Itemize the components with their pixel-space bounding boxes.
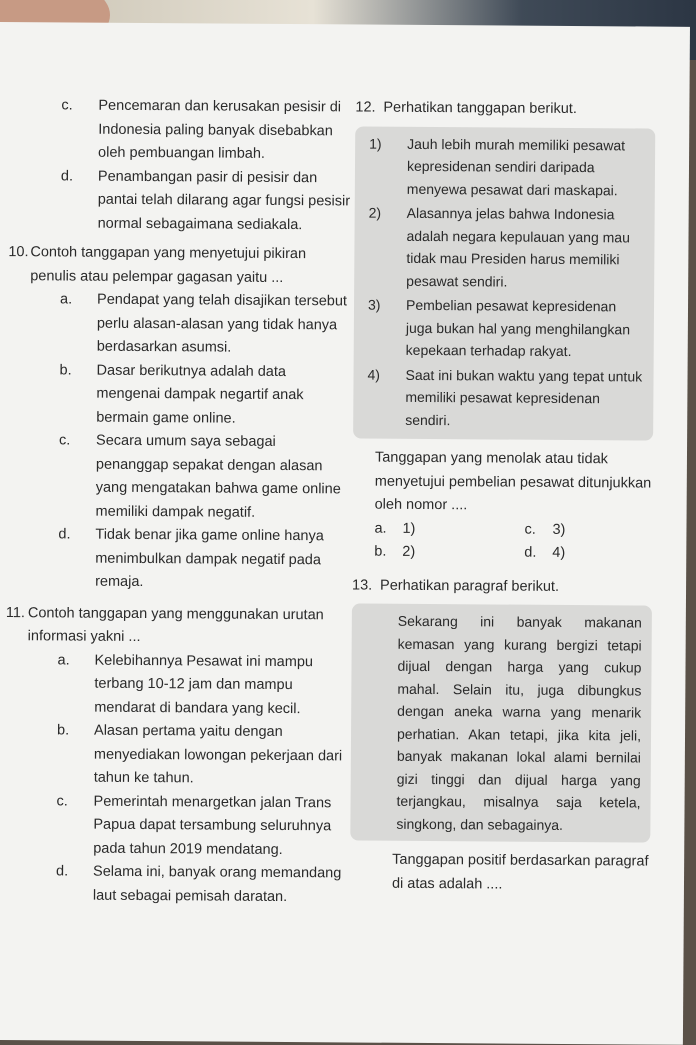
- q12-choice-d: d. 4): [524, 544, 566, 561]
- right-column: [350, 96, 656, 897]
- q11-option-a: a. Kelebihannya Pesawat ini mampu terbang 10-12 jam dan mampu mendarat di bandara yang kecil.: [57, 651, 314, 717]
- q12-statement-1: 1) Jauh lebih murah memiliki pesawat kepresidenan sendiri daripada menyewa pesawat dari maskapai.: [369, 135, 626, 198]
- question-10: 10. Contoh tanggapan yang menyetujui pikiran penulis atau pelempar gagasan yaitu ...: [8, 244, 307, 286]
- q12-choice-a: a. 1): [374, 520, 416, 537]
- q11-option-c: c. Pemerintah menargetkan jalan Trans Papua dapat tersambung seluruhnya pada tahun 2019 mendatang.: [56, 792, 332, 858]
- q12-statement-2: 2) Alasannya jelas bahwa Indonesia adalah negara kepulauan yang mau tidak mau Presiden harus memiliki pesawat sendiri.: [368, 204, 630, 290]
- q12-statement-4: 4) Saat ini bukan waktu yang tepat untuk memiliki pesawat kepresidenan sendiri.: [367, 366, 643, 428]
- left-column: [5, 94, 352, 909]
- q10-option-d: d. Tidak benar jika game online hanya menimbulkan dampak negatif pada remaja.: [58, 526, 324, 591]
- q12-choice-b: b. 2): [374, 543, 416, 560]
- q13-paragraph-box: Sekarang ini banyak makanan kemasan yang kurang bergizi tetapi dijual dengan harga yang cukup mahal. Selain itu, juga dibungkus dengan aneka warna yang menarik perhatian. Akan tetapi, jika kita jeli, banyak makanan lokal alami bernilai gizi tinggi dan dijual harga yang terjangkau, misalnya saja ketela, singkong, dan sebagainya.: [350, 603, 652, 842]
- q10-option-c: c. Secara umum saya sebagai penanggap sepakat dengan alasan yang mengatakan bahwa game online memiliki dampak negatif.: [59, 432, 341, 521]
- q12-statement-3: 3) Pembelian pesawat kepresidenan juga bukan hal yang menghilangkan kepekaan terhadap rakyat.: [367, 296, 631, 359]
- q12-question: Tanggapan yang menolak atau tidak menyetujui pembelian pesawat ditunjukkan oleh nomor ....: [374, 449, 652, 514]
- q13-question: Tanggapan positif berdasarkan paragraf di atas adalah ....: [391, 851, 649, 893]
- q12-statements-box: [353, 126, 655, 441]
- q9-option-d: d. Penambangan pasir di pesisir dan pantai telah dilarang agar fungsi pesisir normal sebagaimana sediakala.: [60, 167, 351, 233]
- q11-option-b: b. Alasan pertama yaitu dengan menyediakan lowongan pekerjaan dari tahun ke tahun.: [56, 722, 343, 787]
- question-11: 11. Contoh tanggapan yang menggunakan urutan informasi yakni ...: [5, 604, 324, 645]
- question-13: 13. Perhatikan paragraf berikut.: [352, 576, 560, 595]
- q11-option-d: d. Selama ini, banyak orang memandang laut sebagai pemisah daratan.: [56, 863, 342, 905]
- question-12: 12. Perhatikan tanggapan berikut.: [355, 99, 577, 118]
- q10-option-b: b. Dasar berikutnya adalah data mengenai dampak negartif anak bermain game online.: [59, 361, 304, 427]
- q9-option-c: c. Pencemaran dan kerusakan pesisir di Indonesia paling banyak disebabkan oleh pembuangan limbah.: [61, 97, 342, 162]
- q12-choice-c: c. 3): [524, 521, 566, 538]
- q10-option-a: a. Pendapat yang telah disajikan tersebut perlu alasan-alasan yang tidak hanya berdasarkan asumsi.: [60, 291, 348, 356]
- worksheet-page: [0, 22, 690, 1045]
- q12-choices: [352, 517, 652, 566]
